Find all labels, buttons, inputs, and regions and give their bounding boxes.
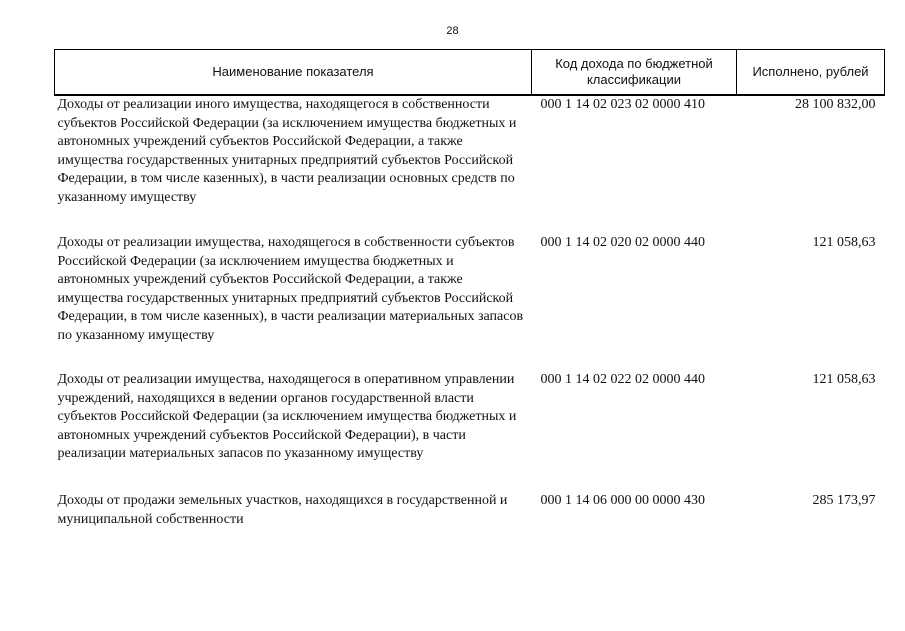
- page-number: 28: [446, 25, 459, 37]
- row-indicator-name: Доходы от реализации иного имущества, находящегося в собственности субъектов Российской Федерации (за исключением имущества бюджетных и автономных учреждений субъектов Российской Федерации, а также имущества государственных унитарных предприятий субъектов Российской Федерации, в том числе казенных), в части реализации основных средств по указанному имуществу: [57, 97, 517, 205]
- header-revenue-code: Код дохода по бюджетной классификации: [532, 50, 737, 96]
- row-executed-amount: 121 058,63: [812, 372, 876, 387]
- table-header-row: [55, 50, 885, 96]
- row-indicator-name: Доходы от реализации имущества, находящегося в оперативном управлении учреждений, находящихся в ведении органов государственной власти субъектов Российской Федерации (за исключением имущества бюджетных и автономных учреждений субъектов Российской Федерации), в части реализации материальных запасов по указанному имуществу: [57, 372, 517, 462]
- table-row: [55, 95, 885, 234]
- row-revenue-code: 000 1 14 02 022 02 0000 440: [540, 372, 705, 387]
- header-executed-amount: Исполнено, рублей: [737, 50, 885, 96]
- row-revenue-code: 000 1 14 06 000 00 0000 430: [540, 493, 705, 508]
- table-row: [55, 371, 885, 492]
- table-row: [55, 234, 885, 371]
- row-executed-amount: 121 058,63: [812, 235, 876, 250]
- row-executed-amount: 285 173,97: [812, 493, 876, 508]
- row-indicator-name: Доходы от продажи земельных участков, находящихся в государственной и муниципальной собственности: [57, 493, 508, 527]
- table-row: [55, 492, 885, 532]
- revenue-table: [54, 49, 885, 532]
- row-executed-amount: 28 100 832,00: [795, 97, 876, 112]
- row-revenue-code: 000 1 14 02 023 02 0000 410: [540, 97, 705, 112]
- row-indicator-name: Доходы от реализации имущества, находящегося в собственности субъектов Российской Федерации (за исключением имущества бюджетных и автономных учреждений субъектов Российской Федерации, а также имущества государственных унитарных предприятий субъектов Российской Федерации, в том числе казенных), в части реализации материальных запасов по указанному имуществу: [57, 235, 524, 343]
- header-indicator-name: Наименование показателя: [55, 50, 532, 96]
- row-revenue-code: 000 1 14 02 020 02 0000 440: [540, 235, 705, 250]
